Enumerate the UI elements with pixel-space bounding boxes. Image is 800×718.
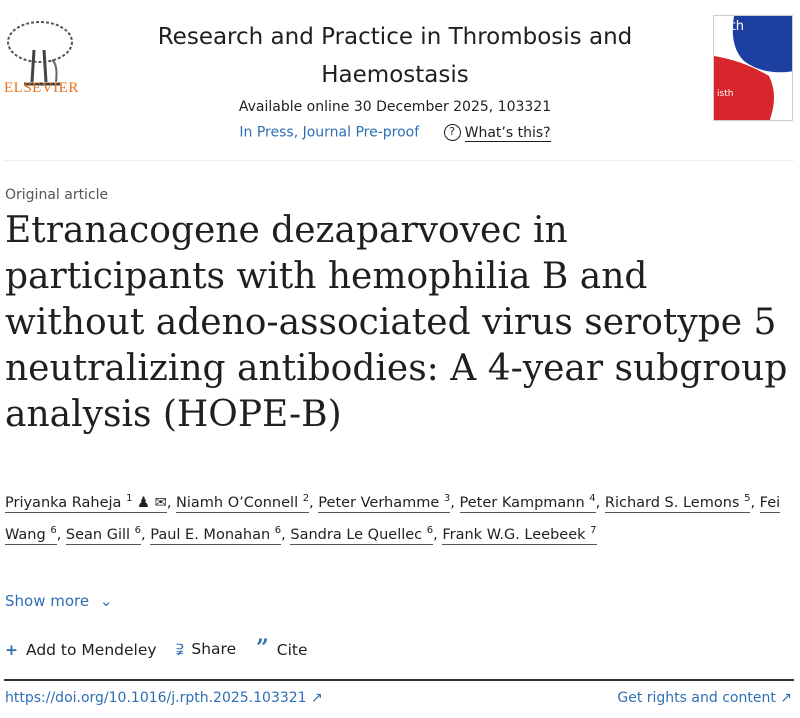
author-name: Richard S. Lemons [604, 494, 740, 511]
author-link[interactable] [150, 524, 282, 545]
show-more-label: Show more [5, 592, 90, 610]
external-link-icon: ↗ [311, 690, 323, 706]
show-more-button[interactable] [5, 592, 112, 610]
author-name: Niamh O’Connell [176, 494, 299, 511]
affiliation-number: 6 [274, 524, 282, 536]
share-label: Share [191, 640, 237, 658]
author-name: Priyanka Raheja [5, 494, 122, 511]
journal-cover-image[interactable] [713, 15, 793, 121]
author-link[interactable] [460, 495, 596, 513]
email-icon: ✉ [154, 494, 167, 511]
actions-divider [4, 679, 794, 681]
availability-info: Available online 30 December 2025, 103321 [238, 99, 552, 115]
external-link-icon: ↗ [780, 690, 792, 706]
article-actions [5, 634, 308, 661]
affiliation-number: 7 [590, 524, 597, 536]
author-name: Fei Wang [5, 494, 781, 543]
affiliation-number: 2 [302, 493, 310, 504]
author-name: Paul E. Monahan [150, 526, 271, 543]
share-button[interactable] [177, 640, 237, 659]
person-icon: ♟ [137, 494, 151, 511]
cover-title: rpth [717, 19, 744, 34]
journal-title[interactable]: Research and Practice in Thrombosis and Haemostasis [157, 24, 633, 88]
share-icon: ⫌ [176, 640, 184, 658]
rights-text: Get rights and content [617, 690, 776, 706]
author-name: Peter Kampmann [459, 494, 585, 511]
add-to-mendeley-button[interactable] [5, 641, 157, 659]
cite-label: Cite [276, 640, 308, 659]
whats-this-link[interactable]: What’s this? [464, 124, 551, 141]
affiliation-number: 6 [50, 524, 57, 536]
affiliation-number: 6 [134, 524, 142, 536]
author-link[interactable] [290, 524, 434, 545]
publisher-name: ELSEVIER [4, 80, 79, 96]
header-divider [4, 160, 794, 161]
author-list: Priyanka Raheja $^1$ ♟ ✉, Niamh O’Connell $^2$, Peter Verhamme $^3$, Peter Kampmann $^4$, Richard S. Lemons $^5$, Fei Wang $^6$, Sean Gill $^6$, Paul E. Monahan $^6$, Sandra Le Quellec $^6$, Frank W.G. Leebeek $^7$ [5, 493, 781, 543]
author-name: Frank W.G. Leebeek [442, 526, 586, 543]
author-name: Sean Gill [65, 526, 131, 543]
affiliation-number: 1 [126, 493, 133, 504]
plus-icon: + [5, 640, 18, 659]
mendeley-label: Add to Mendeley [26, 640, 157, 659]
chevron-down-icon: ⌄ [99, 592, 113, 610]
affiliation-number: 3 [443, 493, 451, 504]
article-title: Etranacogene dezaparvovec in participants with hemophilia B and without adeno-associated virus serotype 5 neutralizing antibodies: A 4-year subgroup analysis (HOPE-B) [5, 210, 788, 435]
author-name: Sandra Le Quellec [290, 526, 423, 543]
affiliation-number: 5 [744, 493, 751, 504]
article-type: Original article [5, 187, 109, 203]
cite-button[interactable] [256, 634, 308, 661]
article-status [120, 124, 670, 141]
quote-icon: ” [256, 634, 269, 661]
doi-text: https://doi.org/10.1016/j.rpth.2025.103321 [5, 690, 307, 706]
author-link[interactable] [176, 495, 309, 513]
author-link[interactable] [318, 495, 450, 513]
doi-link[interactable] [5, 690, 323, 706]
author-link[interactable] [5, 495, 167, 513]
author-link[interactable] [442, 524, 597, 545]
get-rights-link[interactable] [617, 690, 792, 706]
help-icon[interactable]: ? [444, 124, 461, 141]
affiliation-number: 6 [426, 524, 434, 536]
cover-society: isth [717, 89, 734, 99]
author-link[interactable] [605, 495, 751, 513]
author-name: Peter Verhamme [318, 494, 440, 511]
in-press-link[interactable]: In Press, Journal Pre-proof [239, 124, 420, 141]
cover-art [714, 16, 793, 121]
author-link[interactable] [65, 524, 142, 545]
affiliation-number: 4 [589, 493, 596, 504]
